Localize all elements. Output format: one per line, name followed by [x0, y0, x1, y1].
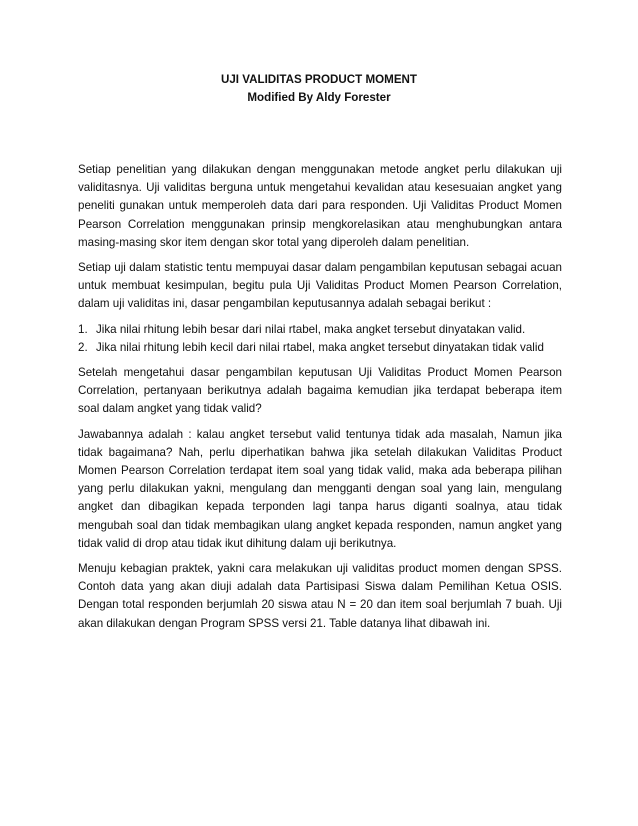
list-item-text: Jika nilai rhitung lebih besar dari nilai rtabel, maka angket tersebut dinyatakan valid.	[96, 322, 526, 336]
paragraph-decision-basis: Setiap uji dalam statistic tentu mempuyai dasar dalam pengambilan keputusan sebagai acuan untuk membuat kesimpulan, begitu pula Uji Validitas Product Momen Pearson Correlation, dalam uji validitas ini, dasar pengambilan keputusannya adalah sebagai berikut :	[78, 261, 562, 311]
list-item-text: Jika nilai rhitung lebih kecil dari nilai rtabel, maka angket tersebut dinyatakan tidak valid	[96, 340, 544, 354]
paragraph-answer: Jawabannya adalah : kalau angket tersebut valid tentunya tidak ada masalah, Namun jika tidak bagaimana? Nah, perlu diperhatikan bahwa jika setelah dilakukan Validitas Product Momen Pearson Correlation terdapat item soal yang tidak valid, maka ada beberapa pilihan yang perlu dilakukan yakni, mengulang dan mengganti dengan soal yang lain, mengulang angket dan dibagikan kepada terponden lagi tanpa harus diganti soalnya, atau tidak mengubah soal dan tidak membagikan ulang angket kepada responden, namun angket yang tidak valid di drop atau tidak ikut dihitung dalam uji berikutnya.	[78, 427, 562, 550]
paragraph-intro: Setiap penelitian yang dilakukan dengan menggunakan metode angket perlu dilakukan uji validitasnya. Uji validitas berguna untuk mengetahui kevalidan atau kesesuaian angket yang peneliti gunakan untuk memperoleh data dari para responden. Uji Validitas Product Momen Pearson Correlation menggunakan prinsip mengkorelasikan atau menghubungkan antara masing-masing skor item dengan skor total yang diperoleh dalam penelitian.	[78, 163, 562, 249]
list-item	[78, 339, 562, 357]
document-body	[78, 161, 562, 640]
list-item-number: 1.	[78, 322, 88, 336]
paragraph-practice: Menuju kebagian praktek, yakni cara melakukan uji validitas product momen dengan SPSS. Contoh data yang akan diuji adalah data Partisipasi Siswa dalam Pemilihan Ketua OSIS. Dengan total responden berjumlah 20 siswa atau N = 20 dan item soal berjumlah 7 buah. Uji akan dilakukan dengan Program SPSS versi 21. Table datanya lihat dibawah ini.	[78, 562, 562, 630]
paragraph-question: Setelah mengetahui dasar pengambilan keputusan Uji Validitas Product Momen Pearson Correlation, pertanyaan berikutnya adalah bagaima kemudian jika terdapat beberapa item soal dalam angket yang tidak valid?	[78, 366, 562, 416]
document-subtitle: Modified By Aldy Forester	[247, 91, 391, 104]
decision-rules-list	[78, 321, 562, 357]
document-title: UJI VALIDITAS PRODUCT MOMENT	[220, 73, 418, 86]
list-item	[78, 321, 562, 339]
list-item-number: 2.	[78, 340, 88, 354]
document-header	[0, 71, 638, 107]
